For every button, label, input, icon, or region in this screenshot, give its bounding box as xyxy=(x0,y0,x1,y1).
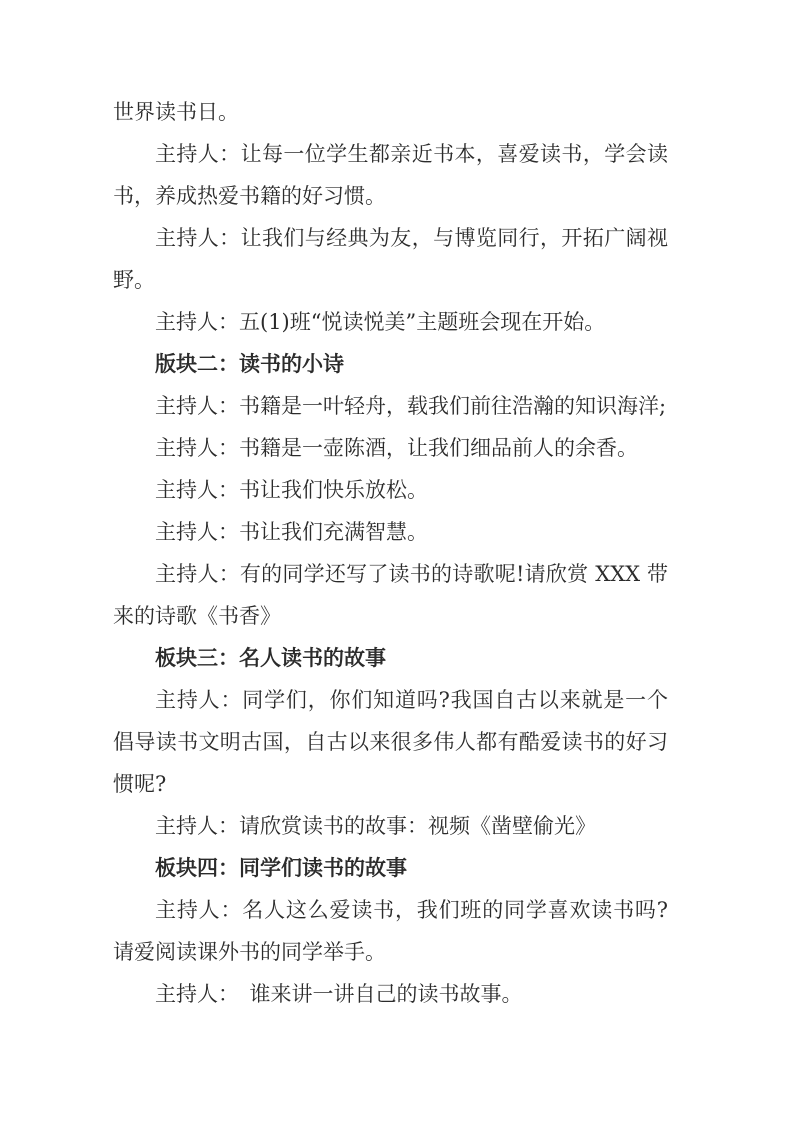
section-heading: 板块四：同学们读书的故事 xyxy=(155,855,407,880)
section-heading: 板块三：名人读书的故事 xyxy=(155,645,386,670)
script-paragraph: 主持人：书籍是一叶轻舟，载我们前往浩瀚的知识海洋; xyxy=(155,394,667,418)
script-paragraph: 主持人：书让我们充满智慧。 xyxy=(155,520,428,544)
script-paragraph: 主持人：名人这么爱读书，我们班的同学喜欢读书吗?请爱阅读课外书的同学举手。 xyxy=(113,898,668,964)
script-paragraph: 主持人：有的同学还写了读书的诗歌呢!请欣赏 XXX 带来的诗歌《书香》 xyxy=(113,562,668,628)
script-paragraph: 主持人：让每一位学生都亲近书本，喜爱读书，学会读书，养成热爱书籍的好习惯。 xyxy=(113,142,668,208)
section-heading: 版块二：读书的小诗 xyxy=(155,351,344,376)
script-paragraph: 主持人：书籍是一壶陈酒，让我们细品前人的余香。 xyxy=(155,436,638,460)
script-paragraph: 主持人：让我们与经典为友，与博览同行，开拓广阔视野。 xyxy=(113,226,668,292)
script-paragraph: 世界读书日。 xyxy=(113,100,239,124)
document-body xyxy=(113,91,668,1015)
script-paragraph: 主持人：书让我们快乐放松。 xyxy=(155,478,428,502)
script-paragraph: 主持人： 谁来讲一讲自己的读书故事。 xyxy=(155,982,523,1006)
script-paragraph: 主持人：五(1)班“悦读悦美”主题班会现在开始。 xyxy=(155,310,606,334)
script-paragraph: 主持人：请欣赏读书的故事：视频《凿壁偷光》 xyxy=(155,814,596,838)
script-paragraph: 主持人：同学们，你们知道吗?我国自古以来就是一个倡导读书文明古国，自古以来很多伟人都有酷爱读书的好习惯呢? xyxy=(113,688,668,796)
